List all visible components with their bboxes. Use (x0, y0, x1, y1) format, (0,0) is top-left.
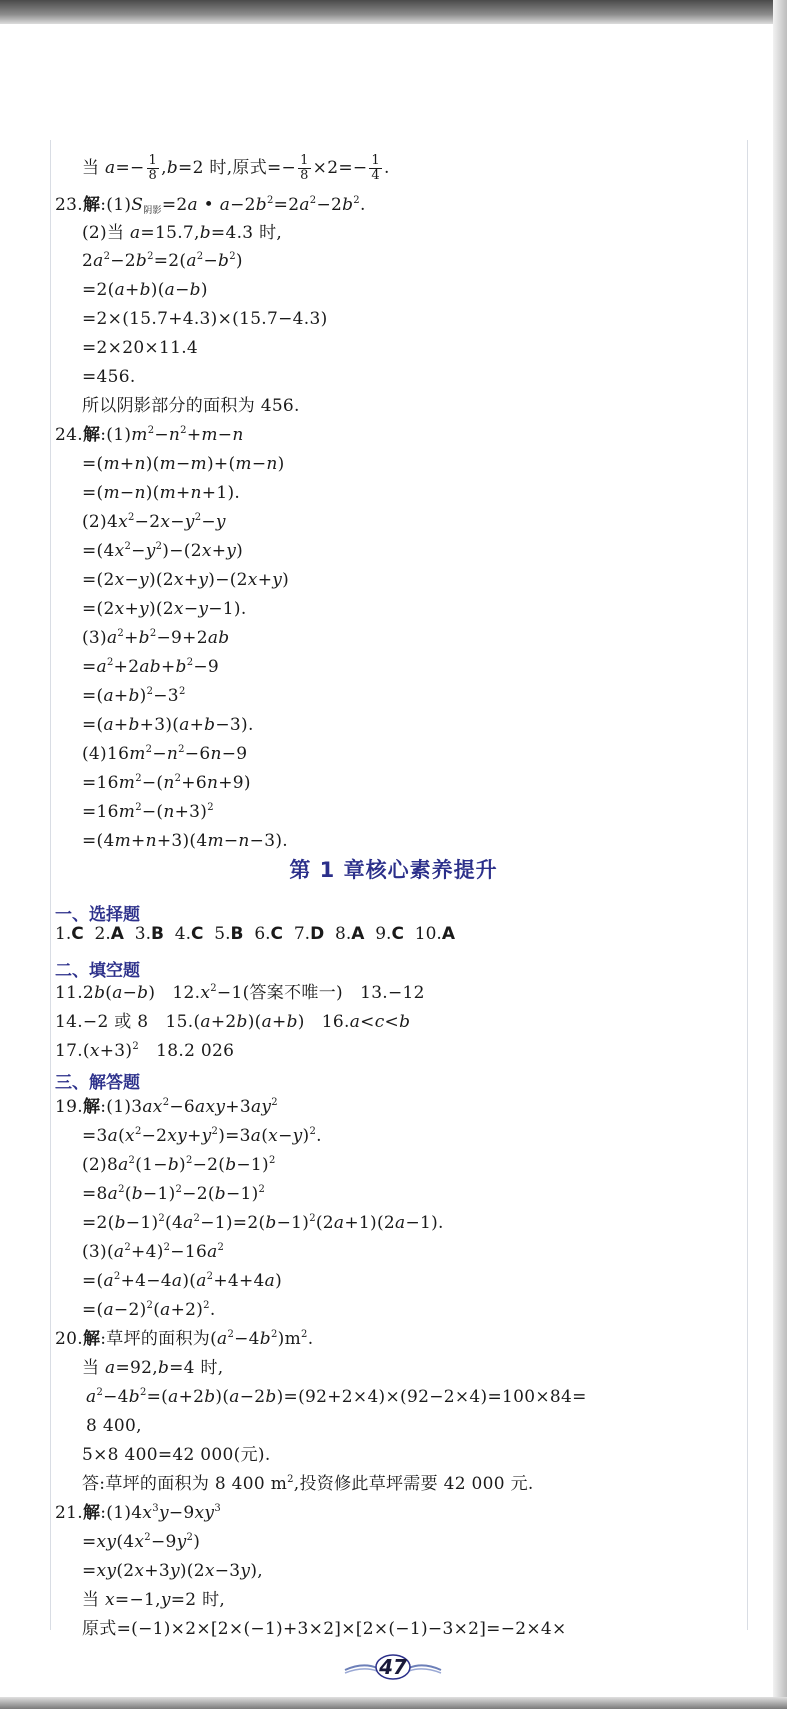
q20-line-3: $a^2-4b^2=(a+2b)(a-2b)=(92+2\times 4)\times(92-2\times 4)=100\times 84=$ (86, 1387, 587, 1407)
q19-line-8: $=(a-2)^2(a+2)^2$. (82, 1300, 216, 1320)
q23-line-7: =456. (82, 367, 136, 387)
q24-line-5: $=(4x^2-y^2)-(2x+y)$ (82, 541, 244, 561)
q19-line-6: $(3)(a^2+4)^2-16a^2$ (82, 1242, 225, 1262)
q24-line-11: =(a+b+3)(a+b−3). (82, 715, 254, 735)
q24-line-8: $(3)a^2+b^2-9+2ab$ (82, 628, 230, 648)
q20-line-1: 20.解:草坪的面积为$(a^2-4b^2)m^2$. (55, 1329, 314, 1349)
fill-answer-line-3: $17.(x+3)^2$ 18.2 026 (55, 1041, 235, 1061)
q24-line-7: =(2x+y)(2x−y−1). (82, 599, 247, 619)
q23-line-4: =2(a+b)(a−b) (82, 280, 208, 300)
q24-line-9: $=a^2+2ab+b^2-9$ (82, 657, 220, 677)
q19-line-3: $(2)8a^2(1-b)^2-2(b-1)^2$ (82, 1155, 276, 1175)
choice-answer: 1.C (55, 924, 84, 944)
page-number: 47 (379, 1655, 407, 1679)
q24-line-13: $=16m^2-(n^2+6n+9)$ (82, 773, 251, 793)
q24-line-4: $(2)4x^2-2x-y^2-y$ (82, 512, 226, 532)
choice-answer: 7.D (293, 924, 325, 944)
chapter-title: 第 1 章核心素养提升 (289, 858, 498, 882)
q24-line-1: 24.解$:(1)m^2-n^2+m-n$ (55, 425, 244, 445)
q24-line-14: $=16m^2-(n+3)^2$ (82, 802, 214, 822)
choice-answer-row (55, 924, 455, 944)
choice-answer: 9.C (375, 924, 404, 944)
q23-line-3: $2a^2-2b^2=2(a^2-b^2)$ (82, 251, 243, 271)
section-heading-fill: 二、填空题 (55, 961, 140, 981)
fill-answer-line-2: 14.−2 或 8 15.(a+2b)(a+b) 16.a<c<b (55, 1012, 411, 1032)
scan-top-edge (0, 0, 787, 24)
choice-answer: 10.A (414, 924, 455, 944)
fraction: $\frac{1}{8}$ (300, 153, 309, 183)
choice-answer: 5.B (214, 924, 244, 944)
q24-line-12: $(4)16m^2-n^2-6n-9$ (82, 744, 248, 764)
section-heading-answer: 三、解答题 (55, 1073, 140, 1093)
q19-line-1: 19.解$:(1)3ax^2-6axy+3ay^2$ (55, 1097, 278, 1117)
q23-conclusion: 所以阴影部分的面积为 456. (82, 396, 300, 416)
q19-line-5: $=2(b-1)^2(4a^2-1)=2(b-1)^2(2a+1)(2a-1)$. (82, 1213, 444, 1233)
q21-line-1: 21.解$:(1)4x^3y-9xy^3$ (55, 1503, 221, 1523)
q21-line-2: $=xy(4x^2-9y^2)$ (82, 1532, 201, 1552)
q19-line-4: $=8a^2(b-1)^2-2(b-1)^2$ (82, 1184, 266, 1204)
q24-line-2: =(m+n)(m−m)+(m−n) (82, 454, 285, 474)
fraction: $\frac{1}{8}$ (148, 153, 158, 183)
q20-line-5: 5×8 400=42 000(元). (82, 1445, 271, 1465)
q21-line-5: 原式=(−1)×2×[2×(−1)+3×2]×[2×(−1)−3×2]=−2×4× (82, 1619, 567, 1639)
q24-line-3: =(m−n)(m+n+1). (82, 483, 241, 503)
q23-line-6: =2×20×11.4 (82, 338, 199, 358)
choice-answer: 2.A (94, 924, 124, 944)
q19-line-7: $=(a^2+4-4a)(a^2+4+4a)$ (82, 1271, 283, 1291)
q20-answer: 答:草坪的面积为 8 400 $m^2$,投资修此草坪需要 42 000 元. (82, 1474, 534, 1494)
page-number-badge (343, 1652, 443, 1682)
q22-tail-line: 当 a=− $\frac{1}{8}$ ,b=2 时,原式=− $\frac{1}{8}$ ×2=− $\frac{1}{4}$ . (82, 153, 390, 183)
q20-line-2: 当 a=92,b=4 时, (82, 1358, 224, 1378)
scan-bottom-edge (0, 1697, 787, 1709)
choice-answer: 4.C (174, 924, 204, 944)
fraction: $\frac{1}{4}$ (371, 153, 380, 183)
section-heading-choice: 一、选择题 (55, 905, 140, 925)
q24-line-15: =(4m+n+3)(4m−n−3). (82, 831, 288, 851)
q21-line-4: 当 x=−1,y=2 时, (82, 1590, 226, 1610)
q23-line-1: 23.解$:(1)S_{阴影}=2a$ • $a-2b^2=2a^2-2b^2$. (55, 195, 366, 216)
q24-line-6: =(2x−y)(2x+y)−(2x+y) (82, 570, 290, 590)
choice-answer: 3.B (134, 924, 164, 944)
q23-line-2: (2)当 a=15.7,b=4.3 时, (82, 223, 283, 243)
q23-line-5: =2×(15.7+4.3)×(15.7−4.3) (82, 309, 328, 329)
fill-answer-line-1: 11.2b(a−b) $12.x^2-1$(答案不唯一) 13.−12 (55, 983, 425, 1003)
choice-answer: 8.A (335, 924, 365, 944)
q20-line-4: 8 400, (86, 1416, 142, 1436)
q24-line-10: $=(a+b)^2-3^2$ (82, 686, 186, 706)
q21-line-3: =xy(2x+3y)(2x−3y), (82, 1561, 263, 1581)
choice-answer: 6.C (254, 924, 284, 944)
q19-line-2: $=3a(x^2-2xy+y^2)=3a(x-y)^2$. (82, 1126, 322, 1146)
